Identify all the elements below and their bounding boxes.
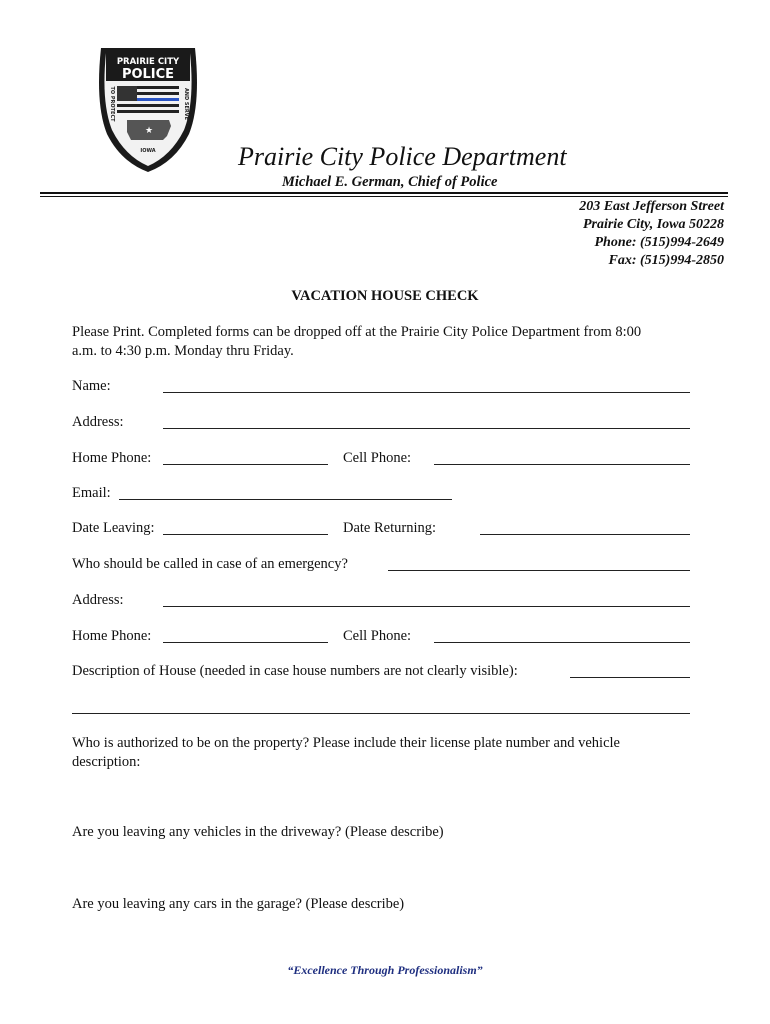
header-rule-thick — [40, 192, 728, 194]
emergency-address-label: Address: — [72, 592, 124, 608]
garage-cars-question: Are you leaving any cars in the garage? (Please describe) — [72, 896, 405, 912]
house-description-field-line-2[interactable] — [72, 713, 690, 714]
date-leaving-label: Date Leaving: — [72, 520, 155, 536]
house-description-field[interactable] — [570, 677, 690, 678]
emergency-home-phone-label: Home Phone: — [72, 628, 152, 644]
home-phone-field[interactable] — [163, 464, 328, 465]
address-street: 203 East Jefferson Street — [579, 199, 724, 214]
badge-graphic — [93, 44, 203, 174]
footer-motto: “Excellence Through Professionalism” — [287, 963, 483, 977]
instructions-line-2: a.m. to 4:30 p.m. Monday thru Friday. — [72, 343, 294, 359]
svg-text:★: ★ — [144, 126, 154, 136]
badge-right-arc-text: AND SERVE — [183, 87, 189, 121]
department-title: Prairie City Police Department — [238, 142, 567, 171]
badge-main-text: POLICE — [121, 67, 175, 82]
home-phone-label: Home Phone: — [72, 450, 152, 466]
emergency-address-field[interactable] — [163, 606, 690, 607]
email-field[interactable] — [119, 499, 452, 500]
header-rule-thin — [40, 196, 728, 197]
chief-name: Michael E. German, Chief of Police — [282, 174, 498, 190]
address-city: Prairie City, Iowa 50228 — [582, 217, 724, 232]
address-label: Address: — [72, 414, 124, 430]
name-label: Name: — [72, 378, 111, 394]
badge-left-arc-text: TO PROTECT — [109, 86, 115, 122]
date-leaving-field[interactable] — [163, 534, 328, 535]
name-field[interactable] — [163, 392, 690, 393]
authorized-line-2: description: — [72, 754, 141, 770]
cell-phone-label: Cell Phone: — [343, 450, 412, 466]
date-returning-field[interactable] — [480, 534, 690, 535]
email-label: Email: — [72, 485, 111, 501]
badge-top-text: PRAIRIE CITY — [116, 57, 180, 67]
date-returning-label: Date Returning: — [343, 520, 437, 536]
cell-phone-field[interactable] — [434, 464, 690, 465]
form-title: VACATION HOUSE CHECK — [291, 288, 479, 304]
emergency-contact-label: Who should be called in case of an emergency? — [72, 556, 348, 572]
badge-state-text: IOWA — [140, 148, 156, 154]
house-description-label: Description of House (needed in case house numbers are not clearly visible): — [72, 663, 518, 679]
emergency-home-phone-field[interactable] — [163, 642, 328, 643]
emergency-cell-phone-label: Cell Phone: — [343, 628, 412, 644]
address-phone: Phone: (515)994-2649 — [594, 235, 724, 250]
police-badge-logo — [93, 44, 203, 174]
driveway-vehicles-question: Are you leaving any vehicles in the driveway? (Please describe) — [72, 824, 444, 840]
instructions — [72, 323, 712, 361]
emergency-cell-phone-field[interactable] — [434, 642, 690, 643]
address-fax: Fax: (515)994-2850 — [608, 253, 724, 268]
authorized-persons-question — [72, 734, 712, 772]
instructions-line-1: Please Print. Completed forms can be dropped off at the Prairie City Police Department from 8:00 — [72, 324, 642, 340]
address-field[interactable] — [163, 428, 690, 429]
emergency-contact-field[interactable] — [388, 570, 690, 571]
authorized-line-1: Who is authorized to be on the property? Please include their license plate number and vehicle — [72, 735, 620, 751]
